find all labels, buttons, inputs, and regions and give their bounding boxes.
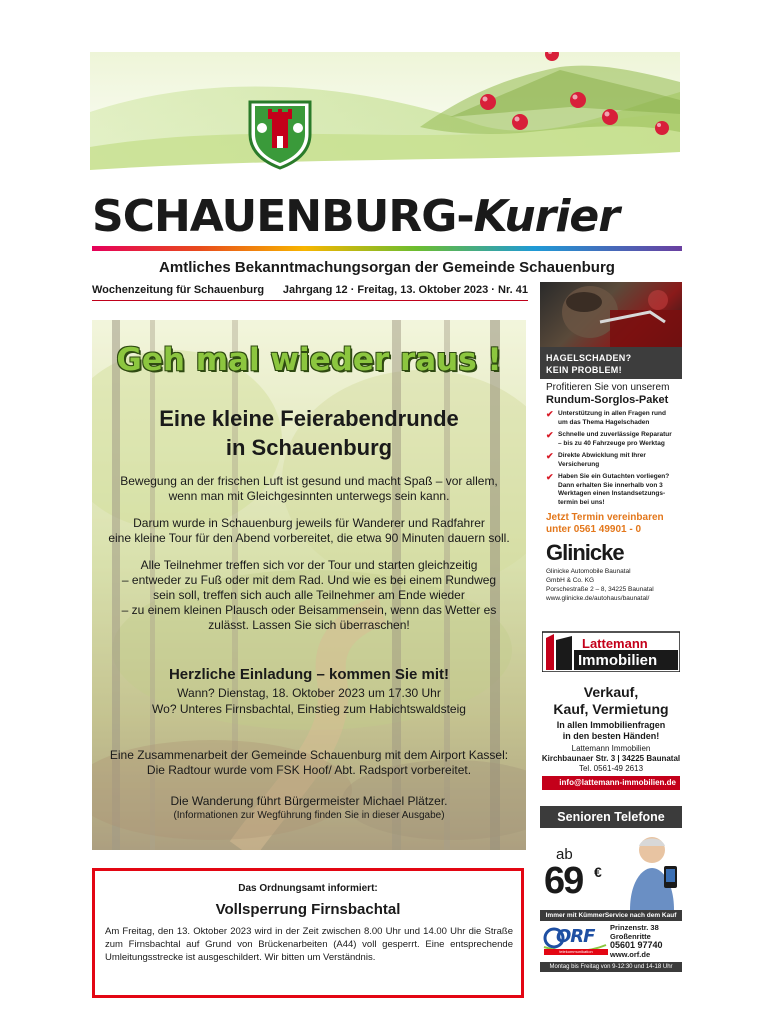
orf-website-link[interactable]: www.orf.de: [610, 950, 651, 959]
ad-photo-repair: [540, 282, 682, 347]
ad-lattemann[interactable]: [540, 626, 682, 792]
invite-heading: Herzliche Einladung – kommen Sie mit!: [168, 666, 450, 683]
newspaper-title: [92, 190, 682, 244]
list-item: [546, 410, 680, 427]
article-heading-line1: Eine kleine Feierabendrunde: [159, 406, 459, 431]
glinicke-logo: Glinicke: [546, 540, 624, 565]
title-schauenburg: SCHAUENBURG: [92, 191, 457, 242]
p3-line4: – zu einem kleinen Plausch oder Beisammensein, wenn das Wetter es: [121, 603, 497, 617]
glinicke-website-link[interactable]: www.glinicke.de/autohaus/baunatal/: [546, 595, 650, 602]
benefit-line: um das Thema Hagelschaden: [558, 418, 650, 426]
event-where: Wo? Unteres Firnsbachtal, Einstieg zum Habichtswaldsteig: [152, 702, 466, 716]
title-dash: -: [456, 191, 474, 242]
call-phone[interactable]: unter 0561 49901 - 0: [546, 524, 642, 535]
lattemann-slogan: [540, 720, 682, 742]
masthead-banner: [90, 52, 680, 192]
weekly-label: Wochenzeitung für Schauenburg: [92, 284, 265, 296]
list-item: [546, 452, 680, 469]
banner-illustration: [90, 52, 680, 192]
p1-line1: Bewegung an der frischen Luft ist gesund und macht Spaß – vor allem,: [120, 474, 498, 488]
benefit-line: Versicherung: [558, 460, 600, 468]
issue-label: Jahrgang 12 · Freitag, 13. Oktober 2023 · Nr. 41: [282, 284, 528, 296]
p4-line2: Die Radtour wurde vom FSK Hoof/ Abt. Radsport vorbereitet.: [146, 763, 472, 777]
ordnungsamt-notice: [92, 868, 524, 998]
p1-line2: wenn man mit Gleichgesinnten unterwegs sein kann.: [168, 489, 450, 503]
slogan-line1: In allen Immobilienfragen: [556, 720, 666, 730]
address-line: Glinicke Automobile Baunatal: [546, 568, 631, 575]
benefit-line: Schnelle und zuverlässige Reparatur: [558, 431, 672, 438]
title-kurier: Kurier: [473, 191, 619, 242]
orf-price: 69: [544, 860, 583, 902]
info-rule: [92, 300, 528, 301]
benefit-line: Dann erhalten Sie innerhalb von 3: [558, 481, 663, 489]
p2-line1: Darum wurde in Schauenburg jeweils für Wanderer und Radfahrer: [133, 516, 485, 530]
benefit-line: termin bei uns!: [558, 498, 605, 506]
orf-opening-hours: Montag bis Freitag von 9-12:30 und 14-18 Uhr: [540, 962, 682, 972]
p4-line1: Eine Zusammenarbeit der Gemeinde Schauenburg mit dem Airport Kassel:: [109, 748, 509, 762]
lattemann-phone[interactable]: Tel. 0561-49 2613: [578, 764, 644, 773]
slogan-line2: in den besten Händen!: [562, 731, 660, 741]
senior-person-icon: [628, 832, 682, 910]
ad-intro: Profitieren Sie von unserem: [546, 382, 670, 393]
ad-glinicke[interactable]: [540, 282, 682, 607]
lattemann-brand2: Immobilien: [578, 652, 658, 669]
main-article: [92, 320, 526, 850]
ad-hail-line2: KEIN PROBLEM!: [546, 365, 622, 375]
services-line2: Kauf, Vermietung: [553, 701, 669, 717]
orf-price-from: ab: [556, 846, 573, 863]
lattemann-email-link[interactable]: info@lattemann-immobilien.de: [542, 776, 680, 790]
address-line: Lattemann Immobilien: [571, 744, 651, 753]
glinicke-address: [546, 567, 654, 603]
benefit-line: – bis zu 40 Fahrzeuge pro Werktag: [558, 439, 665, 447]
benefit-line: Direkte Abwicklung mit Ihrer: [558, 452, 646, 459]
notice-title: Vollsperrung Firnsbachtal: [215, 901, 401, 918]
p3-line5: zulässt. Lassen Sie sich überraschen!: [208, 618, 410, 632]
orf-phone[interactable]: 05601 97740: [610, 940, 663, 950]
services-line1: Verkauf,: [583, 684, 639, 700]
orf-logo-sub: telekommunikation: [544, 949, 608, 955]
rainbow-divider: [92, 246, 682, 251]
orf-currency: €: [594, 864, 602, 880]
article-note: (Informationen zur Wegführung finden Sie in dieser Ausgabe): [173, 810, 445, 821]
checkmark-icon: ✔: [546, 451, 554, 461]
notice-kicker: Das Ordnungsamt informiert:: [238, 883, 378, 894]
p3-line2: – entweder zu Fuß oder mit dem Rad. Und wie es bei einem Rundweg: [121, 573, 497, 587]
ad-package: Rundum-Sorglos-Paket: [546, 394, 669, 406]
orf-logo-text: ORF: [556, 926, 595, 947]
checkmark-icon: ✔: [546, 430, 554, 440]
lattemann-brand: Lattemann: [582, 636, 648, 651]
p3-line3: sein soll, treffen sich auch alle Teilnehmer am Ende wieder: [153, 588, 465, 602]
address-line: GmbH & Co. KG: [546, 577, 595, 584]
address-line: Porschestraße 2 – 8, 34225 Baunatal: [546, 586, 654, 593]
orf-service-strip: Immer mit KümmerService nach dem Kauf: [540, 910, 682, 921]
article-heading-line2: in Schauenburg: [225, 435, 393, 460]
checkmark-icon: ✔: [546, 472, 554, 482]
call-line1: Jetzt Termin vereinbaren: [546, 512, 664, 523]
article-headline: Geh mal wieder raus !: [116, 342, 502, 378]
event-when: Wann? Dienstag, 18. Oktober 2023 um 17.30 Uhr: [177, 686, 441, 700]
p3-line1: Alle Teilnehmer treffen sich vor der Tour und starten gleichzeitig: [140, 558, 478, 572]
address-line: Großenritte: [610, 932, 651, 941]
benefit-line: Haben Sie ein Gutachten vorliegen?: [558, 473, 670, 480]
list-item: [546, 431, 680, 448]
ad-call-to-action[interactable]: [546, 512, 664, 536]
lattemann-services: [540, 684, 682, 718]
list-item: [546, 473, 680, 507]
ad-orf-senior-phones[interactable]: [540, 806, 682, 972]
masthead-subtitle: Amtliches Bekanntmachungsorgan der Gemeinde Schauenburg: [159, 259, 615, 276]
address-line: Prinzenstr. 38: [610, 923, 659, 932]
p5-line: Die Wanderung führt Bürgermeister Michael Plätzer.: [170, 794, 448, 808]
checkmark-icon: ✔: [546, 409, 554, 419]
ad-hail-bar: [540, 347, 682, 379]
notice-body: Am Freitag, den 13. Oktober 2023 wird in der Zeit zwischen 8.00 Uhr und 14.00 Uhr die Straße zum Firnsbachtal auf Grund von Brückenarbeiten (A44) voll gesperrt. Eine entsprechende Umleitungsstrecke ist ausgeschildert. Wir bitten um Verständnis.: [105, 926, 513, 963]
ad-hail-line1: HAGELSCHADEN?: [546, 353, 632, 363]
p2-line2: eine kleine Tour für den Abend vorbereitet, die etwa 90 Minuten dauern soll.: [108, 531, 510, 545]
orf-address: [610, 923, 663, 959]
ad-benefits-list: [546, 410, 680, 511]
benefit-line: Unterstützung in allen Fragen rund: [558, 410, 666, 417]
lattemann-address: [540, 744, 682, 774]
orf-header: Senioren Telefone: [540, 806, 682, 828]
benefit-line: Werktagen einen Instandsetzungs-: [558, 490, 666, 497]
address-line: Kirchbaunaer Str. 3 | 34225 Baunatal: [541, 754, 681, 763]
